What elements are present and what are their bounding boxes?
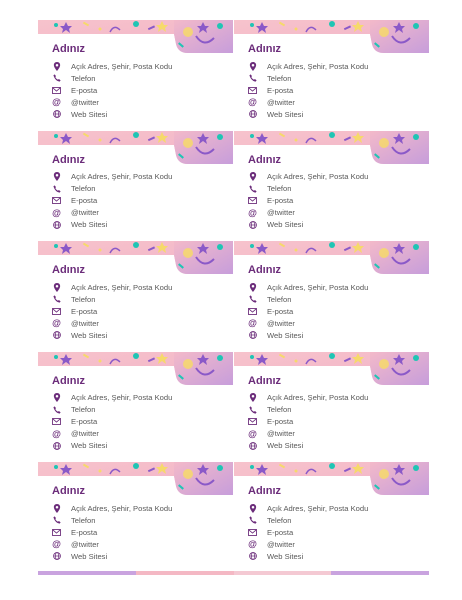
twitter-text: @twitter bbox=[267, 429, 295, 438]
envelope-icon bbox=[248, 417, 257, 426]
email-line bbox=[248, 195, 423, 207]
phone-text: Telefon bbox=[71, 294, 96, 304]
email-line bbox=[52, 416, 227, 428]
card-name: Adınız bbox=[248, 264, 281, 276]
email-text: E-posta bbox=[267, 196, 294, 205]
location-pin-icon bbox=[52, 172, 61, 181]
at-sign-icon: @ bbox=[248, 97, 257, 107]
globe-icon bbox=[52, 331, 61, 340]
website-text: Web Sitesi bbox=[267, 551, 304, 561]
globe-icon bbox=[248, 331, 257, 340]
globe-icon bbox=[248, 110, 257, 119]
business-card bbox=[38, 462, 233, 572]
twitter-line bbox=[52, 428, 227, 440]
phone-line bbox=[248, 404, 423, 416]
phone-line bbox=[248, 293, 423, 305]
address-line bbox=[52, 392, 227, 404]
address-line bbox=[248, 392, 423, 404]
email-text: E-posta bbox=[71, 417, 98, 426]
location-pin-icon bbox=[52, 393, 61, 402]
phone-text: Telefon bbox=[267, 405, 292, 414]
website-line bbox=[52, 550, 227, 562]
envelope-icon bbox=[248, 196, 257, 205]
email-text: E-posta bbox=[267, 417, 294, 426]
website-text: Web Sitesi bbox=[71, 330, 108, 340]
twitter-text: @twitter bbox=[267, 97, 295, 107]
business-card bbox=[38, 352, 233, 462]
address-line bbox=[248, 60, 423, 72]
envelope-icon bbox=[248, 86, 257, 95]
twitter-text: @twitter bbox=[71, 97, 99, 107]
card-row bbox=[38, 462, 429, 573]
address-line bbox=[248, 171, 423, 183]
website-text: Web Sitesi bbox=[71, 551, 108, 561]
envelope-icon bbox=[248, 528, 257, 537]
sheet-footer-stripe bbox=[38, 571, 429, 575]
address-line bbox=[248, 502, 423, 514]
twitter-line bbox=[248, 428, 423, 440]
phone-line bbox=[248, 72, 423, 84]
card-row bbox=[38, 241, 429, 352]
card-name: Adınız bbox=[52, 153, 85, 166]
address-line bbox=[52, 502, 227, 514]
phone-line bbox=[52, 183, 227, 195]
globe-icon bbox=[248, 552, 257, 561]
business-card bbox=[234, 462, 429, 572]
address-text: Açık Adres, Şehir, Posta Kodu bbox=[71, 282, 173, 292]
card-name: Adınız bbox=[248, 153, 281, 166]
address-text: Açık Adres, Şehir, Posta Kodu bbox=[71, 61, 173, 71]
address-text: Açık Adres, Şehir, Posta Kodu bbox=[267, 172, 369, 181]
card-row bbox=[38, 131, 429, 242]
email-line bbox=[52, 305, 227, 317]
phone-icon bbox=[248, 516, 257, 525]
at-sign-icon: @ bbox=[52, 207, 61, 218]
phone-text: Telefon bbox=[71, 184, 96, 193]
address-text: Açık Adres, Şehir, Posta Kodu bbox=[71, 393, 173, 402]
phone-icon bbox=[52, 74, 61, 83]
globe-icon bbox=[248, 441, 257, 450]
twitter-text: @twitter bbox=[267, 539, 295, 549]
twitter-text: @twitter bbox=[267, 318, 295, 328]
website-text: Web Sitesi bbox=[71, 441, 108, 450]
address-line bbox=[52, 171, 227, 183]
email-text: E-posta bbox=[267, 306, 294, 316]
phone-text: Telefon bbox=[71, 405, 96, 414]
card-name: Adınız bbox=[52, 485, 85, 497]
card-name: Adınız bbox=[248, 374, 281, 387]
twitter-text: @twitter bbox=[71, 429, 99, 438]
envelope-icon bbox=[52, 528, 61, 537]
globe-icon bbox=[52, 110, 61, 119]
email-line bbox=[248, 526, 423, 538]
email-text: E-posta bbox=[267, 527, 294, 537]
phone-line bbox=[248, 183, 423, 195]
phone-line bbox=[52, 514, 227, 526]
phone-icon bbox=[52, 295, 61, 304]
card-name: Adınız bbox=[248, 43, 281, 55]
card-row bbox=[38, 20, 429, 131]
phone-text: Telefon bbox=[267, 515, 292, 525]
address-line bbox=[52, 281, 227, 293]
website-text: Web Sitesi bbox=[71, 220, 108, 229]
phone-icon bbox=[52, 184, 61, 193]
card-name: Adınız bbox=[52, 374, 85, 387]
label-sheet bbox=[38, 20, 429, 573]
twitter-text: @twitter bbox=[71, 318, 99, 328]
card-name: Adınız bbox=[248, 485, 281, 497]
globe-icon bbox=[52, 441, 61, 450]
globe-icon bbox=[52, 552, 61, 561]
address-text: Açık Adres, Şehir, Posta Kodu bbox=[267, 282, 369, 292]
website-line bbox=[248, 329, 423, 341]
phone-line bbox=[248, 514, 423, 526]
address-line bbox=[248, 281, 423, 293]
address-text: Açık Adres, Şehir, Posta Kodu bbox=[71, 172, 173, 181]
website-line bbox=[52, 329, 227, 341]
location-pin-icon bbox=[52, 504, 61, 513]
location-pin-icon bbox=[248, 62, 257, 71]
address-text: Açık Adres, Şehir, Posta Kodu bbox=[267, 503, 369, 513]
twitter-line bbox=[52, 207, 227, 219]
website-text: Web Sitesi bbox=[267, 441, 304, 450]
email-text: E-posta bbox=[71, 196, 98, 205]
phone-icon bbox=[248, 74, 257, 83]
phone-text: Telefon bbox=[71, 73, 96, 83]
phone-icon bbox=[248, 184, 257, 193]
phone-icon bbox=[52, 405, 61, 414]
envelope-icon bbox=[248, 307, 257, 316]
at-sign-icon: @ bbox=[248, 207, 257, 218]
website-line bbox=[52, 440, 227, 452]
website-line bbox=[248, 550, 423, 562]
phone-icon bbox=[248, 295, 257, 304]
email-text: E-posta bbox=[71, 85, 98, 95]
location-pin-icon bbox=[52, 283, 61, 292]
at-sign-icon: @ bbox=[52, 428, 61, 439]
business-card bbox=[234, 131, 429, 241]
twitter-line bbox=[52, 538, 227, 550]
at-sign-icon: @ bbox=[248, 318, 257, 328]
envelope-icon bbox=[52, 196, 61, 205]
website-text: Web Sitesi bbox=[71, 109, 108, 119]
website-line bbox=[52, 219, 227, 231]
address-text: Açık Adres, Şehir, Posta Kodu bbox=[71, 503, 173, 513]
phone-text: Telefon bbox=[71, 515, 96, 525]
email-text: E-posta bbox=[71, 527, 98, 537]
phone-line bbox=[52, 72, 227, 84]
at-sign-icon: @ bbox=[52, 539, 61, 549]
website-text: Web Sitesi bbox=[267, 330, 304, 340]
email-line bbox=[52, 526, 227, 538]
twitter-line bbox=[52, 96, 227, 108]
address-line bbox=[52, 60, 227, 72]
email-line bbox=[248, 416, 423, 428]
twitter-text: @twitter bbox=[71, 539, 99, 549]
location-pin-icon bbox=[248, 283, 257, 292]
twitter-text: @twitter bbox=[267, 208, 295, 217]
email-line bbox=[52, 195, 227, 207]
envelope-icon bbox=[52, 86, 61, 95]
website-line bbox=[52, 108, 227, 120]
website-text: Web Sitesi bbox=[267, 109, 304, 119]
card-row bbox=[38, 352, 429, 463]
at-sign-icon: @ bbox=[248, 539, 257, 549]
website-line bbox=[248, 440, 423, 452]
at-sign-icon: @ bbox=[52, 318, 61, 328]
website-text: Web Sitesi bbox=[267, 220, 304, 229]
card-name: Adınız bbox=[52, 43, 85, 55]
email-text: E-posta bbox=[267, 85, 294, 95]
twitter-line bbox=[248, 538, 423, 550]
twitter-text: @twitter bbox=[71, 208, 99, 217]
card-name: Adınız bbox=[52, 264, 85, 276]
phone-line bbox=[52, 404, 227, 416]
phone-text: Telefon bbox=[267, 294, 292, 304]
envelope-icon bbox=[52, 417, 61, 426]
address-text: Açık Adres, Şehir, Posta Kodu bbox=[267, 61, 369, 71]
email-text: E-posta bbox=[71, 306, 98, 316]
email-line bbox=[248, 305, 423, 317]
twitter-line bbox=[248, 207, 423, 219]
website-line bbox=[248, 108, 423, 120]
business-card bbox=[38, 241, 233, 351]
location-pin-icon bbox=[248, 393, 257, 402]
twitter-line bbox=[248, 317, 423, 329]
phone-icon bbox=[248, 405, 257, 414]
location-pin-icon bbox=[248, 504, 257, 513]
phone-icon bbox=[52, 516, 61, 525]
twitter-line bbox=[248, 96, 423, 108]
location-pin-icon bbox=[52, 62, 61, 71]
at-sign-icon: @ bbox=[248, 428, 257, 439]
email-line bbox=[248, 84, 423, 96]
twitter-line bbox=[52, 317, 227, 329]
website-line bbox=[248, 219, 423, 231]
phone-line bbox=[52, 293, 227, 305]
business-card bbox=[38, 131, 233, 241]
phone-text: Telefon bbox=[267, 184, 292, 193]
envelope-icon bbox=[52, 307, 61, 316]
at-sign-icon: @ bbox=[52, 97, 61, 107]
phone-text: Telefon bbox=[267, 73, 292, 83]
business-card bbox=[234, 20, 429, 130]
address-text: Açık Adres, Şehir, Posta Kodu bbox=[267, 393, 369, 402]
globe-icon bbox=[248, 220, 257, 229]
business-card bbox=[234, 352, 429, 462]
globe-icon bbox=[52, 220, 61, 229]
business-card bbox=[234, 241, 429, 351]
location-pin-icon bbox=[248, 172, 257, 181]
business-card bbox=[38, 20, 233, 130]
email-line bbox=[52, 84, 227, 96]
